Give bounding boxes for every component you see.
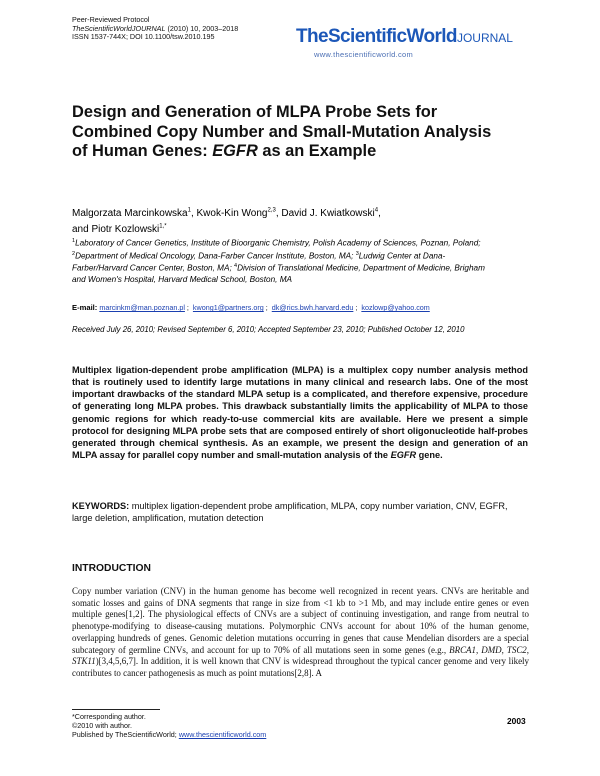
- paper-title: Design and Generation of MLPA Probe Sets for Combined Copy Number and Small-Mutation Analysis of Human Genes: EGFR as an Example: [72, 103, 492, 160]
- abstract: Multiplex ligation-dependent probe amplification (MLPA) is a multiplex copy number analysis method that is routinely used to identify large mutations in many clinical and research labs. One of the most important drawbacks of the standard MLPA setup is a complicated, and therefore expensive, procedure of generating long MLPA probes. This drawback substantially limits the applicability of MLPA to those genomic regions for which ready-to-use commercial kits are available. Here we present a simple protocol for designing MLPA probe sets that are composed entirely of short oligonucleotide half-probes generated through chemical synthesis. As an example, we present the design and generation of an MLPA assay for parallel copy number and small-mutation analysis of the EGFR gene.: [72, 365, 528, 461]
- author: Malgorzata Marcinkowska$^1$,: [72, 208, 197, 220]
- author-emails: E-mail: marcinkm@man.poznan.pl ; kwong1@partners.org ; dk@rics.bwh.harvard.edu ; kozlowp@yahoo.com: [72, 303, 430, 312]
- copyright-note: ©2010 with author.: [72, 720, 133, 730]
- author-list: [72, 205, 512, 236]
- keywords: [72, 500, 528, 525]
- email-link[interactable]: kwong1@partners.org: [192, 303, 264, 312]
- logo-url: www.thescientificworld.com: [314, 50, 414, 59]
- publication-dates: Received July 26, 2010; Revised September 6, 2010; Accepted September 23, 2010; Published October 12, 2010: [72, 325, 465, 334]
- email-label: E-mail:: [72, 303, 98, 312]
- volume-pages: (2010) 10, 2003–2018: [165, 23, 239, 33]
- journal-citation-header: [72, 16, 238, 42]
- email-link[interactable]: kozlowp@yahoo.com: [361, 303, 430, 312]
- publisher-link[interactable]: www.thescientificworld.com: [178, 729, 267, 739]
- issn-doi: ISSN 1537-744X; DOI 10.1100/tsw.2010.195: [72, 32, 215, 42]
- author: David J. Kwiatkowski$^4$,: [281, 208, 381, 220]
- logo-journal: JOURNAL: [456, 31, 513, 45]
- title-gene: EGFR: [212, 142, 258, 160]
- gene-list: BRCA1, DMD, TSC2, STK11: [72, 644, 530, 667]
- footnote-divider: [72, 709, 160, 710]
- author: Kwok-Kin Wong$^{2,3}$,: [196, 208, 282, 220]
- keywords-list: multiplex ligation-dependent probe amplification, MLPA, copy number variation, CNV, EGFR, large deletion, amplification, mutation detection: [72, 501, 508, 524]
- affiliations: $^1$Laboratory of Cancer Genetics, Institute of Bioorganic Chemistry, Polish Academy of Sciences, Poznan, Poland; $^2$Department of Medical Oncology, Dana-Farber Cancer Institute, Boston, MA; $^3$Ludwig Center at Dana-Farber/Harvard Cancer Center, Boston, MA; $^4$Division of Translational Medicine, Department of Medicine, Brigham and Women's Hospital, Harvard Medical School, Boston, MA: [72, 238, 485, 285]
- article-type: Peer-Reviewed Protocol: [72, 15, 150, 24]
- corresponding-note: *Corresponding author.: [72, 712, 146, 721]
- email-link[interactable]: dk@rics.bwh.harvard.edu: [271, 303, 354, 312]
- abstract-gene: EGFR: [390, 450, 417, 461]
- section-heading-introduction: INTRODUCTION: [72, 563, 151, 574]
- keywords-label: KEYWORDS:: [72, 501, 130, 511]
- logo-wordmark: TheScientificWorld: [296, 26, 457, 47]
- journal-name: TheScientificWorldJOURNAL: [72, 23, 166, 33]
- email-link[interactable]: marcinkm@man.poznan.pl: [99, 303, 185, 312]
- journal-logo: [296, 26, 528, 62]
- publisher-note: Published by TheScientificWorld; www.thescientificworld.com: [72, 729, 267, 739]
- footnotes: [72, 713, 266, 739]
- introduction-paragraph: Copy number variation (CNV) in the human genome has become well recognized in recent years. CNVs are heritable and somatic losses and gains of DNA segments that range in size from <1 kb to >1 Mb, and may include entire genes or even multiple genes[1,2]. The physiological effects of CNVs are a subject of continuing investigation, and range from neutral to phenotype-modifying to disease-causing mutations. Polymorphic CNVs account for about 10% of the human genome, overlapping hundreds of genes. Genomic deletion mutations occurring in genes that cause Mendelian disorders are a special subcategory of germline CNVs, and account for up to 70% of all mutations seen in some genes (e.g., BRCA1, DMD, TSC2, STK11)[3,4,5,6,7]. In addition, it is well known that CNV is widespread throughout the typical cancer genome and very likely contributes to cancer pathogenesis as much as point mutations[2,8]. A: [72, 586, 530, 678]
- author: and Piotr Kozlowski$^{1,*}$: [72, 223, 167, 235]
- page-number: 2003: [507, 716, 526, 726]
